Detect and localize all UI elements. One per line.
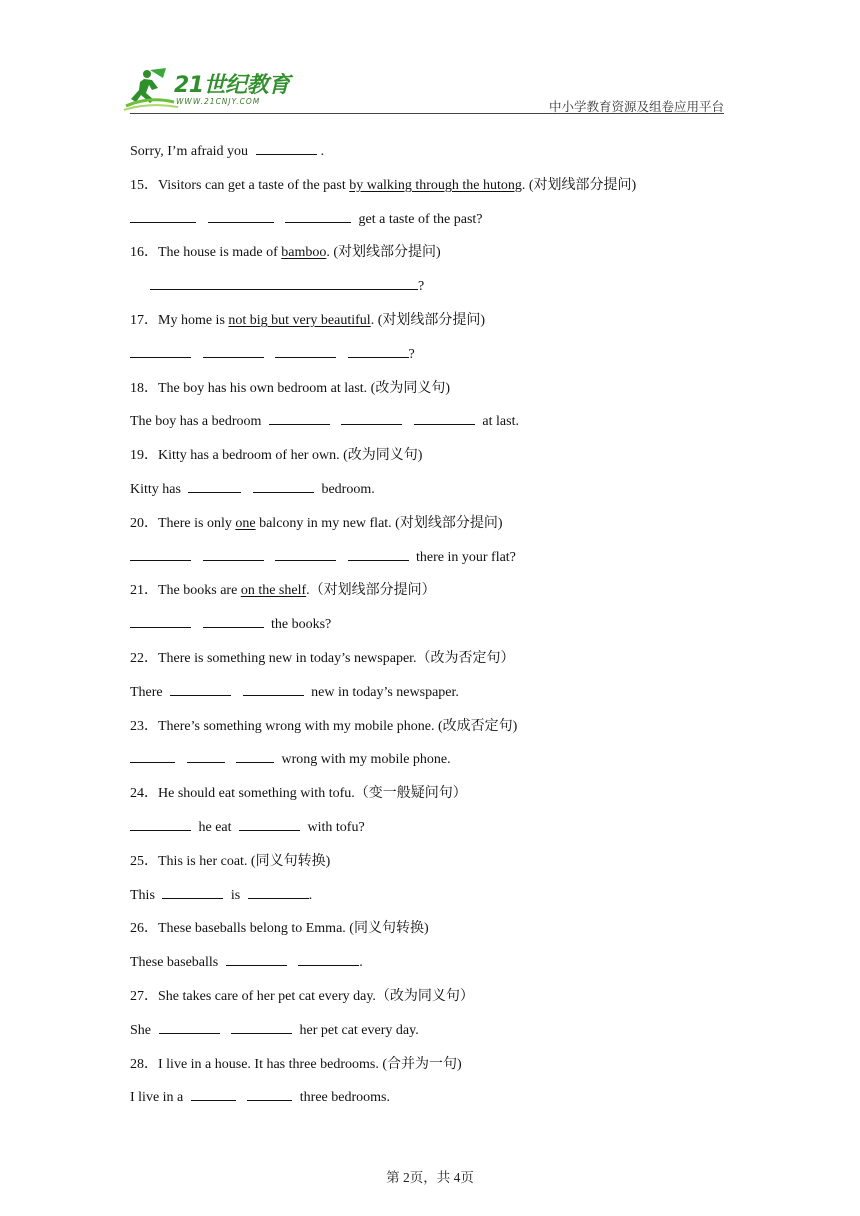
running-man-logo-icon <box>122 66 182 112</box>
underlined-phrase: not big but very beautiful <box>228 312 371 328</box>
answer-blank[interactable] <box>203 613 264 628</box>
page-footer: 第 2页，共 4页 <box>386 1170 474 1185</box>
answer-blank[interactable] <box>208 208 274 223</box>
question-16: 16．The house is made of bamboo. (对划线部分提问) <box>130 245 441 261</box>
answer-blank[interactable] <box>298 951 359 966</box>
question-20: 20．There is only one balcony in my new flat. (对划线部分提问) <box>130 515 503 531</box>
question-27: 27．She takes care of her pet cat every day.（改为同义句） <box>130 988 474 1004</box>
answer-blank[interactable] <box>341 410 402 425</box>
question-15: 15．Visitors can get a taste of the past by walking through the hutong. (对划线部分提问) <box>130 177 637 193</box>
answer-blank[interactable] <box>162 884 223 899</box>
question-23: 23．There’s something wrong with my mobile phone. (改成否定句) <box>130 718 518 734</box>
underlined-phrase: on the shelf <box>240 583 307 599</box>
question-24: 24．He should eat something with tofu.（变一般疑问句） <box>130 786 467 802</box>
answer-blank[interactable] <box>348 343 409 358</box>
question-26: 26．These baseballs belong to Emma. (同义句转换) <box>130 921 429 937</box>
question-17: 17．My home is not big but very beautiful. (对划线部分提问) <box>130 312 486 328</box>
answer-blank[interactable] <box>231 1019 292 1034</box>
answer-blank[interactable] <box>256 140 317 155</box>
answer-line-15: get a taste of the past? <box>130 206 730 240</box>
question-19: 19．Kitty has a bedroom of her own. (改为同义句) <box>130 448 423 464</box>
answer-blank[interactable] <box>247 1086 292 1101</box>
answer-blank[interactable] <box>248 884 309 899</box>
answer-line-28: I live in a three bedrooms. <box>130 1084 730 1118</box>
answer-blank[interactable] <box>130 816 191 831</box>
logo-text: 21世纪教育 <box>174 73 290 98</box>
answer-blank[interactable] <box>130 613 191 628</box>
answer-blank[interactable] <box>239 816 300 831</box>
answer-line-23: wrong with my mobile phone. <box>130 746 730 780</box>
answer-blank[interactable] <box>253 478 314 493</box>
site-logo <box>122 66 292 116</box>
answer-line-27: She her pet cat every day. <box>130 1017 730 1051</box>
answer-blank[interactable] <box>236 748 274 763</box>
answer-line-21: the books? <box>130 611 730 645</box>
answer-blank[interactable] <box>191 1086 236 1101</box>
answer-blank[interactable] <box>203 343 264 358</box>
underlined-phrase: bamboo <box>281 245 327 261</box>
question-18: 18．The boy has his own bedroom at last. (改为同义句) <box>130 380 451 396</box>
answer-blank[interactable] <box>188 478 241 493</box>
answer-line-20: there in your flat? <box>130 544 730 578</box>
underlined-phrase: by walking through the hutong <box>349 177 522 193</box>
question-28: 28．I live in a house. It has three bedrooms. (合并为一句) <box>130 1056 462 1072</box>
answer-blank[interactable] <box>203 546 264 561</box>
page-header <box>0 0 860 120</box>
answer-blank[interactable] <box>130 546 191 561</box>
answer-line-24: he eat with tofu? <box>130 814 730 848</box>
answer-blank[interactable] <box>130 748 175 763</box>
platform-title: 中小学教育资源及组卷应用平台 <box>548 99 724 114</box>
answer-line-16: ? <box>130 273 730 307</box>
exercise-list <box>130 138 730 1118</box>
answer-blank[interactable] <box>275 546 336 561</box>
answer-blank[interactable] <box>269 410 330 425</box>
question-21: 21．The books are on the shelf.（对划线部分提问） <box>130 583 436 599</box>
answer-blank[interactable] <box>243 681 304 696</box>
question-25: 25．This is her coat. (同义句转换) <box>130 853 331 869</box>
answer-blank[interactable] <box>348 546 409 561</box>
answer-blank[interactable] <box>187 748 225 763</box>
answer-line-18: The boy has a bedroom at last. <box>130 408 730 442</box>
answer-line-14: Sorry, I’m afraid you . <box>130 138 730 172</box>
header-divider <box>130 113 724 114</box>
answer-blank[interactable] <box>130 208 196 223</box>
answer-line-26: These baseballs . <box>130 949 730 983</box>
answer-blank[interactable] <box>150 275 418 290</box>
logo-url: WWW.21CNJY.COM <box>176 97 261 106</box>
answer-blank[interactable] <box>159 1019 220 1034</box>
answer-blank[interactable] <box>130 343 191 358</box>
underlined-phrase: one <box>235 515 256 531</box>
answer-line-22: There new in today’s newspaper. <box>130 679 730 713</box>
answer-blank[interactable] <box>285 208 351 223</box>
answer-line-19: Kitty has bedroom. <box>130 476 730 510</box>
answer-blank[interactable] <box>275 343 336 358</box>
answer-line-17: ? <box>130 341 730 375</box>
answer-blank[interactable] <box>170 681 231 696</box>
question-22: 22．There is something new in today’s newspaper.（改为否定句） <box>130 650 515 666</box>
answer-blank[interactable] <box>226 951 287 966</box>
answer-blank[interactable] <box>414 410 475 425</box>
answer-line-25: This is . <box>130 882 730 916</box>
